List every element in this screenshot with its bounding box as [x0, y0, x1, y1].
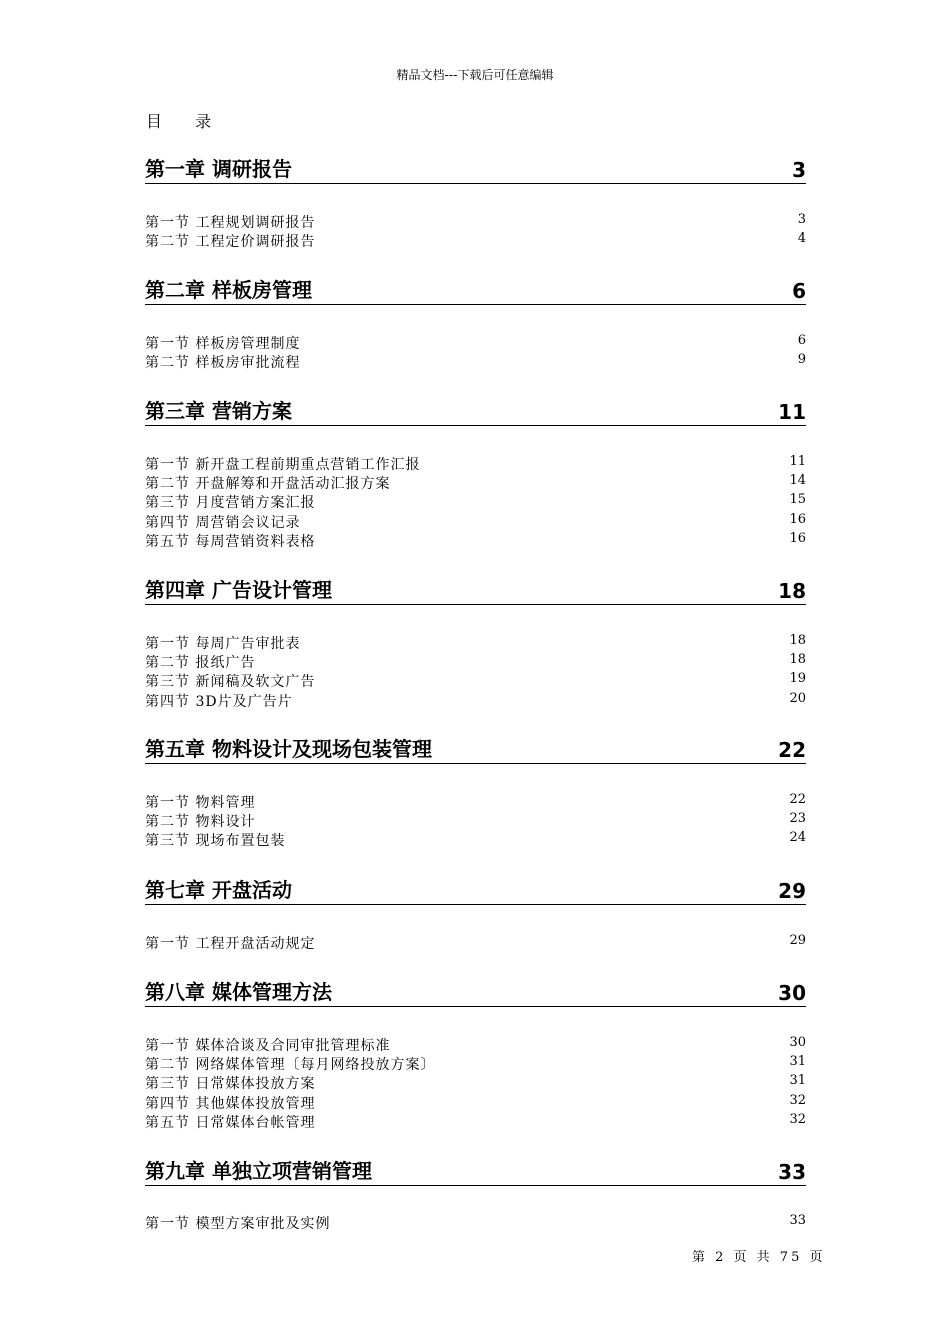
section-page-number: 33 — [789, 1213, 806, 1228]
section-entry — [145, 811, 806, 830]
section-entry — [145, 512, 806, 531]
section-entry — [145, 1054, 806, 1073]
chapter-heading — [145, 276, 806, 305]
section-title: 第一节 模型方案审批及实例 — [145, 1216, 331, 1232]
chapter-title: 第一章 调研报告 — [145, 157, 292, 181]
section-entry — [145, 473, 806, 492]
chapter-heading — [145, 397, 806, 426]
section-title: 第三节 新闻稿及软文广告 — [145, 674, 316, 691]
page-footer: 第 2 页 共 75 页 — [692, 1250, 826, 1265]
section-title: 第一节 每周广告审批表 — [145, 636, 301, 652]
chapter-title: 第八章 媒体管理方法 — [145, 980, 332, 1004]
chapter-title: 第五章 物料设计及现场包装管理 — [145, 737, 432, 761]
section-entry — [145, 531, 806, 550]
section-page-number: 18 — [789, 633, 806, 648]
chapter-heading — [145, 876, 806, 905]
chapter-page-number: 6 — [792, 279, 806, 303]
section-title: 第四节 周营销会议记录 — [145, 514, 301, 531]
section-title: 第三节 现场布置包装 — [145, 833, 286, 850]
section-entry — [145, 212, 806, 231]
section-title: 第三节 月度营销方案汇报 — [145, 495, 316, 512]
section-entry — [145, 652, 806, 671]
section-page-number: 32 — [789, 1092, 806, 1108]
section-entry — [145, 454, 806, 473]
section-title: 第一节 新开盘工程前期重点营销工作汇报 — [145, 457, 421, 473]
chapter-title: 第九章 单独立项营销管理 — [145, 1159, 372, 1183]
section-title: 第二节 物料设计 — [145, 814, 256, 831]
section-page-number: 30 — [789, 1035, 806, 1050]
section-title: 第二节 开盘解筹和开盘活动汇报方案 — [145, 476, 391, 493]
chapter-page-number: 33 — [778, 1160, 806, 1184]
section-entry — [145, 1112, 806, 1131]
chapter-title: 第四章 广告设计管理 — [145, 578, 332, 602]
section-title: 第二节 工程定价调研报告 — [145, 234, 316, 251]
section-title: 第三节 日常媒体投放方案 — [145, 1076, 316, 1093]
section-page-number: 22 — [789, 792, 806, 807]
page-header: 精品文档---下载后可任意编辑 — [396, 68, 554, 82]
chapter-heading — [145, 1157, 806, 1186]
section-title: 第二节 样板房审批流程 — [145, 355, 301, 372]
chapter-heading — [145, 978, 806, 1007]
section-entry — [145, 830, 806, 849]
section-page-number: 16 — [789, 530, 806, 546]
toc-title: 目 录 — [146, 112, 226, 131]
section-page-number: 20 — [789, 690, 806, 706]
section-title: 第一节 工程开盘活动规定 — [145, 936, 316, 952]
section-entry — [145, 1073, 806, 1092]
section-page-number: 31 — [789, 1054, 806, 1070]
chapter-page-number: 29 — [778, 879, 806, 903]
section-entry — [145, 1035, 806, 1054]
chapter-heading — [145, 155, 806, 184]
section-entry — [145, 352, 806, 371]
section-title: 第五节 日常媒体台帐管理 — [145, 1114, 316, 1131]
chapter-title: 第七章 开盘活动 — [145, 878, 292, 902]
section-page-number: 31 — [789, 1073, 806, 1089]
section-title: 第二节 网络媒体管理〔每月网络投放方案〕 — [145, 1057, 436, 1074]
section-page-number: 14 — [789, 473, 806, 489]
section-entry — [145, 492, 806, 511]
section-page-number: 32 — [789, 1111, 806, 1127]
section-page-number: 4 — [797, 231, 806, 247]
section-page-number: 6 — [797, 333, 806, 348]
section-title: 第二节 报纸广告 — [145, 655, 256, 672]
section-page-number: 24 — [789, 830, 806, 846]
section-title: 第一节 工程规划调研报告 — [145, 215, 316, 231]
section-entry — [145, 333, 806, 352]
section-title: 第四节 3D片及广告片 — [145, 693, 293, 710]
section-entry — [145, 1213, 806, 1232]
chapter-heading — [145, 576, 806, 605]
section-entry — [145, 933, 806, 952]
section-title: 第一节 样板房管理制度 — [145, 336, 301, 352]
chapter-title: 第三章 营销方案 — [145, 399, 292, 423]
section-entry — [145, 792, 806, 811]
section-entry — [145, 231, 806, 250]
section-entry — [145, 633, 806, 652]
section-title: 第一节 媒体洽谈及合同审批管理标准 — [145, 1038, 391, 1054]
chapter-page-number: 30 — [778, 981, 806, 1005]
section-entry — [145, 1093, 806, 1112]
chapter-page-number: 18 — [778, 579, 806, 603]
section-page-number: 19 — [789, 671, 806, 687]
section-page-number: 15 — [789, 492, 806, 508]
section-title: 第一节 物料管理 — [145, 795, 256, 811]
section-page-number: 18 — [789, 652, 806, 668]
section-page-number: 16 — [789, 511, 806, 527]
section-page-number: 3 — [797, 212, 806, 227]
section-page-number: 9 — [797, 352, 806, 368]
chapter-page-number: 22 — [778, 738, 806, 762]
section-entry — [145, 691, 806, 710]
section-page-number: 29 — [789, 933, 806, 948]
chapter-page-number: 11 — [778, 400, 806, 424]
chapter-page-number: 3 — [792, 158, 806, 182]
section-page-number: 23 — [789, 811, 806, 827]
section-title: 第四节 其他媒体投放管理 — [145, 1095, 316, 1112]
section-page-number: 11 — [789, 454, 806, 469]
section-title: 第五节 每周营销资料表格 — [145, 533, 316, 550]
chapter-title: 第二章 样板房管理 — [145, 278, 312, 302]
section-entry — [145, 671, 806, 690]
chapter-heading — [145, 735, 806, 764]
